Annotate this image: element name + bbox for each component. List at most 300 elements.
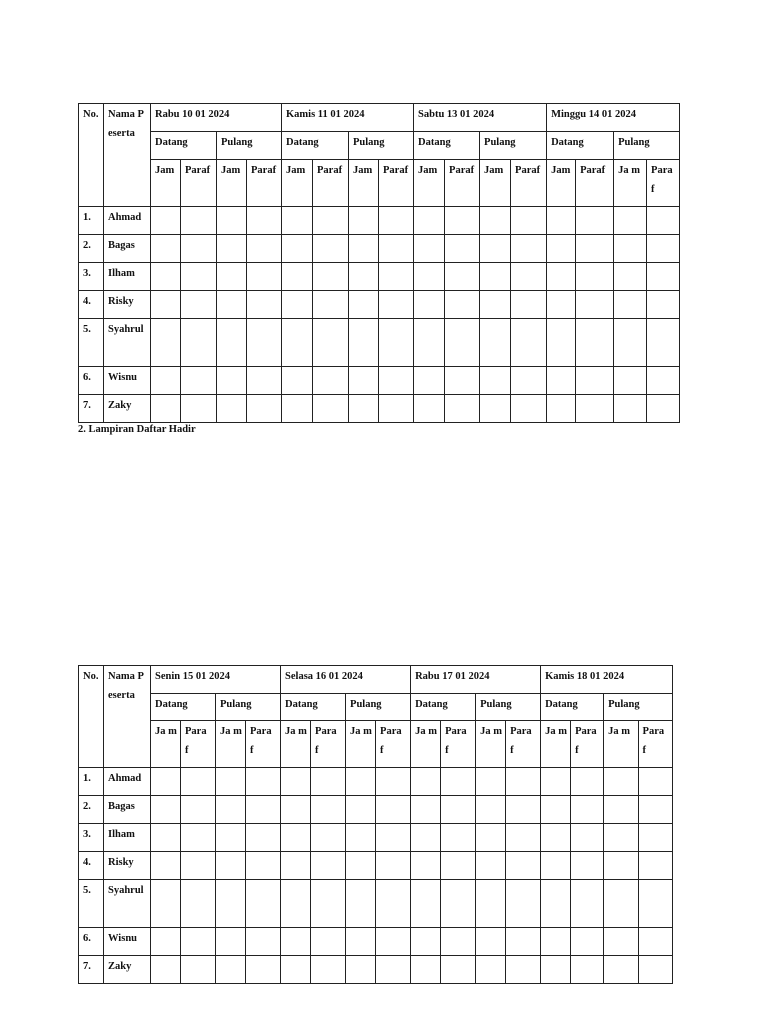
header-paraf: Para f (506, 721, 541, 768)
cell-jam (281, 880, 311, 928)
cell-jam (476, 768, 506, 796)
cell-paraf (181, 824, 216, 852)
participant-name: Ahmad (104, 207, 151, 235)
cell-paraf (181, 768, 216, 796)
cell-jam (349, 207, 379, 235)
cell-jam (151, 880, 181, 928)
cell-jam (217, 319, 247, 367)
header-name: Nama Peserta (104, 666, 151, 768)
row-number: 7. (79, 956, 104, 984)
cell-jam (411, 768, 441, 796)
table-row (79, 367, 680, 395)
cell-jam (480, 367, 511, 395)
attendance-table-1 (78, 103, 680, 423)
cell-jam (547, 319, 576, 367)
cell-jam (411, 824, 441, 852)
participant-name: Bagas (104, 796, 151, 824)
table-row (79, 880, 673, 928)
header-jam: Jam (547, 160, 576, 207)
cell-jam (541, 824, 571, 852)
cell-jam (216, 768, 246, 796)
row-number: 7. (79, 395, 104, 423)
header-jam: Jam (349, 160, 379, 207)
cell-jam (414, 319, 445, 367)
cell-jam (346, 880, 376, 928)
cell-paraf (441, 796, 476, 824)
cell-paraf (246, 852, 281, 880)
cell-paraf (511, 235, 547, 263)
cell-jam (411, 796, 441, 824)
table-row (79, 928, 673, 956)
cell-paraf (247, 235, 282, 263)
cell-paraf (445, 235, 480, 263)
cell-jam (151, 263, 181, 291)
cell-jam (414, 263, 445, 291)
cell-paraf (441, 824, 476, 852)
participant-name: Zaky (104, 956, 151, 984)
cell-jam (476, 852, 506, 880)
header-pulang: Pulang (349, 132, 414, 160)
cell-paraf (511, 395, 547, 423)
header-pulang: Pulang (217, 132, 282, 160)
cell-paraf (181, 395, 217, 423)
table-row (79, 291, 680, 319)
table-row (79, 207, 680, 235)
cell-jam (480, 235, 511, 263)
cell-paraf (247, 319, 282, 367)
cell-paraf (511, 291, 547, 319)
participant-name: Syahrul (104, 319, 151, 367)
cell-paraf (576, 235, 614, 263)
cell-paraf (181, 207, 217, 235)
cell-jam (547, 207, 576, 235)
cell-paraf (181, 235, 217, 263)
cell-jam (414, 235, 445, 263)
cell-jam (217, 395, 247, 423)
header-jam: Ja m (411, 721, 441, 768)
header-pulang: Pulang (614, 132, 680, 160)
cell-paraf (638, 852, 672, 880)
cell-jam (476, 880, 506, 928)
header-row-days (79, 104, 680, 132)
cell-jam (480, 207, 511, 235)
cell-jam (151, 796, 181, 824)
cell-jam (541, 956, 571, 984)
cell-paraf (181, 796, 216, 824)
cell-paraf (181, 291, 217, 319)
cell-paraf (647, 395, 680, 423)
cell-paraf (638, 796, 672, 824)
cell-paraf (313, 319, 349, 367)
cell-jam (604, 768, 638, 796)
cell-paraf (638, 768, 672, 796)
header-jam: Jam (151, 160, 181, 207)
cell-paraf (311, 824, 346, 852)
cell-jam (151, 928, 181, 956)
cell-jam (411, 880, 441, 928)
row-number: 6. (79, 367, 104, 395)
cell-paraf (445, 367, 480, 395)
cell-paraf (379, 319, 414, 367)
cell-jam (547, 263, 576, 291)
cell-paraf (441, 768, 476, 796)
cell-paraf (376, 768, 411, 796)
cell-jam (541, 880, 571, 928)
participant-name: Wisnu (104, 367, 151, 395)
cell-paraf (247, 367, 282, 395)
cell-paraf (576, 319, 614, 367)
header-jam: Ja m (476, 721, 506, 768)
table-row (79, 824, 673, 852)
cell-jam (151, 768, 181, 796)
table-row (79, 235, 680, 263)
table-row (79, 956, 673, 984)
header-row-arrival-departure (79, 694, 673, 721)
cell-jam (346, 796, 376, 824)
cell-jam (217, 235, 247, 263)
cell-jam (614, 367, 647, 395)
cell-paraf (313, 207, 349, 235)
cell-jam (346, 768, 376, 796)
cell-jam (604, 852, 638, 880)
cell-paraf (376, 824, 411, 852)
cell-jam (216, 880, 246, 928)
participant-name: Ilham (104, 263, 151, 291)
cell-paraf (506, 880, 541, 928)
cell-jam (547, 235, 576, 263)
cell-paraf (181, 880, 216, 928)
header-paraf: Paraf (247, 160, 282, 207)
row-number: 2. (79, 235, 104, 263)
cell-jam (281, 956, 311, 984)
cell-jam (151, 956, 181, 984)
header-jam: Jam (414, 160, 445, 207)
cell-paraf (638, 956, 672, 984)
cell-jam (476, 824, 506, 852)
header-jam: Jam (217, 160, 247, 207)
cell-paraf (445, 291, 480, 319)
cell-jam (346, 852, 376, 880)
header-row-time-signature (79, 160, 680, 207)
cell-paraf (376, 880, 411, 928)
cell-paraf (576, 395, 614, 423)
cell-paraf (313, 367, 349, 395)
cell-jam (411, 928, 441, 956)
cell-paraf (246, 880, 281, 928)
cell-jam (151, 824, 181, 852)
cell-paraf (311, 852, 346, 880)
cell-jam (151, 207, 181, 235)
cell-paraf (506, 928, 541, 956)
cell-jam (281, 824, 311, 852)
cell-paraf (647, 263, 680, 291)
cell-paraf (638, 928, 672, 956)
cell-jam (541, 796, 571, 824)
cell-jam (480, 319, 511, 367)
cell-jam (217, 263, 247, 291)
header-paraf: Paraf (181, 160, 217, 207)
cell-paraf (246, 956, 281, 984)
table-row (79, 796, 673, 824)
header-paraf: Para f (181, 721, 216, 768)
cell-paraf (311, 956, 346, 984)
cell-paraf (506, 956, 541, 984)
cell-paraf (441, 852, 476, 880)
header-paraf: Para f (638, 721, 672, 768)
cell-jam (411, 956, 441, 984)
row-number: 1. (79, 768, 104, 796)
header-paraf: Para f (246, 721, 281, 768)
header-datang: Datang (541, 694, 604, 721)
cell-jam (614, 395, 647, 423)
cell-paraf (511, 263, 547, 291)
header-paraf: Para f (311, 721, 346, 768)
cell-jam (614, 263, 647, 291)
header-row-arrival-departure (79, 132, 680, 160)
cell-paraf (441, 880, 476, 928)
cell-jam (604, 796, 638, 824)
header-jam: Ja m (281, 721, 311, 768)
cell-paraf (571, 768, 604, 796)
cell-jam (349, 263, 379, 291)
header-day: Sabtu 13 01 2024 (414, 104, 547, 132)
cell-paraf (246, 768, 281, 796)
cell-jam (282, 319, 313, 367)
cell-jam (349, 367, 379, 395)
cell-jam (604, 824, 638, 852)
cell-paraf (511, 319, 547, 367)
header-paraf: Paraf (576, 160, 614, 207)
cell-paraf (571, 824, 604, 852)
participant-name: Bagas (104, 235, 151, 263)
cell-paraf (576, 367, 614, 395)
participant-name: Ilham (104, 824, 151, 852)
cell-jam (151, 291, 181, 319)
header-pulang: Pulang (604, 694, 673, 721)
header-datang: Datang (151, 694, 216, 721)
header-no: No. (79, 666, 104, 768)
table-row (79, 263, 680, 291)
cell-jam (151, 235, 181, 263)
attendance-table-2 (78, 665, 673, 984)
cell-jam (282, 367, 313, 395)
cell-paraf (379, 263, 414, 291)
header-name: Nama Peserta (104, 104, 151, 207)
row-number: 5. (79, 880, 104, 928)
cell-jam (414, 367, 445, 395)
header-datang: Datang (414, 132, 480, 160)
header-jam: Ja m (151, 721, 181, 768)
header-day: Kamis 11 01 2024 (282, 104, 414, 132)
cell-jam (151, 395, 181, 423)
cell-paraf (376, 852, 411, 880)
header-paraf: Para f (376, 721, 411, 768)
cell-paraf (247, 291, 282, 319)
cell-paraf (246, 824, 281, 852)
cell-jam (216, 852, 246, 880)
cell-paraf (506, 824, 541, 852)
cell-jam (217, 291, 247, 319)
cell-paraf (246, 796, 281, 824)
cell-jam (604, 880, 638, 928)
header-jam: Ja m (541, 721, 571, 768)
header-day: Kamis 18 01 2024 (541, 666, 673, 694)
cell-paraf (506, 796, 541, 824)
cell-jam (217, 367, 247, 395)
cell-paraf (247, 395, 282, 423)
header-datang: Datang (151, 132, 217, 160)
cell-jam (476, 928, 506, 956)
cell-paraf (647, 235, 680, 263)
cell-paraf (181, 928, 216, 956)
cell-jam (281, 768, 311, 796)
cell-paraf (441, 928, 476, 956)
header-day: Rabu 17 01 2024 (411, 666, 541, 694)
cell-jam (151, 367, 181, 395)
cell-paraf (647, 291, 680, 319)
participant-name: Ahmad (104, 768, 151, 796)
cell-jam (151, 852, 181, 880)
cell-paraf (441, 956, 476, 984)
cell-paraf (506, 768, 541, 796)
table-row (79, 768, 673, 796)
cell-paraf (313, 291, 349, 319)
cell-paraf (571, 796, 604, 824)
cell-paraf (445, 319, 480, 367)
cell-paraf (379, 367, 414, 395)
header-datang: Datang (281, 694, 346, 721)
cell-paraf (247, 207, 282, 235)
header-jam: Ja m (216, 721, 246, 768)
cell-paraf (311, 880, 346, 928)
participant-name: Zaky (104, 395, 151, 423)
header-day: Senin 15 01 2024 (151, 666, 281, 694)
cell-jam (346, 956, 376, 984)
cell-jam (614, 319, 647, 367)
cell-paraf (647, 319, 680, 367)
cell-jam (614, 291, 647, 319)
cell-paraf (181, 319, 217, 367)
cell-jam (217, 207, 247, 235)
table-row (79, 319, 680, 367)
header-pulang: Pulang (216, 694, 281, 721)
cell-jam (151, 319, 181, 367)
cell-paraf (181, 367, 217, 395)
cell-paraf (376, 956, 411, 984)
cell-paraf (445, 395, 480, 423)
cell-paraf (313, 263, 349, 291)
cell-jam (480, 263, 511, 291)
cell-paraf (379, 207, 414, 235)
row-number: 6. (79, 928, 104, 956)
header-jam: Ja m (604, 721, 638, 768)
cell-jam (411, 852, 441, 880)
cell-paraf (445, 263, 480, 291)
cell-jam (414, 395, 445, 423)
cell-paraf (313, 235, 349, 263)
row-number: 4. (79, 291, 104, 319)
cell-jam (349, 291, 379, 319)
cell-paraf (638, 880, 672, 928)
cell-jam (216, 824, 246, 852)
cell-jam (547, 367, 576, 395)
cell-paraf (379, 395, 414, 423)
cell-paraf (576, 207, 614, 235)
header-jam: Jam (480, 160, 511, 207)
cell-jam (547, 395, 576, 423)
cell-paraf (511, 367, 547, 395)
cell-paraf (638, 824, 672, 852)
cell-paraf (247, 263, 282, 291)
cell-paraf (311, 928, 346, 956)
header-paraf: Paraf (379, 160, 414, 207)
cell-paraf (511, 207, 547, 235)
cell-jam (414, 207, 445, 235)
header-pulang: Pulang (476, 694, 541, 721)
header-paraf: Para f (571, 721, 604, 768)
cell-jam (216, 796, 246, 824)
header-jam: Jam (282, 160, 313, 207)
cell-jam (282, 291, 313, 319)
header-day: Selasa 16 01 2024 (281, 666, 411, 694)
header-row-time-signature (79, 721, 673, 768)
cell-paraf (576, 291, 614, 319)
cell-jam (282, 395, 313, 423)
cell-paraf (571, 928, 604, 956)
header-jam: Ja m (614, 160, 647, 207)
cell-jam (547, 291, 576, 319)
cell-paraf (571, 880, 604, 928)
cell-paraf (311, 768, 346, 796)
cell-paraf (181, 263, 217, 291)
cell-paraf (647, 207, 680, 235)
cell-paraf (181, 852, 216, 880)
cell-jam (282, 207, 313, 235)
participant-name: Syahrul (104, 880, 151, 928)
cell-paraf (376, 796, 411, 824)
header-paraf: Paraf (313, 160, 349, 207)
cell-jam (604, 956, 638, 984)
header-datang: Datang (547, 132, 614, 160)
cell-jam (346, 824, 376, 852)
cell-jam (614, 235, 647, 263)
cell-jam (282, 235, 313, 263)
header-datang: Datang (411, 694, 476, 721)
cell-paraf (571, 956, 604, 984)
cell-jam (349, 235, 379, 263)
row-number: 5. (79, 319, 104, 367)
header-day: Minggu 14 01 2024 (547, 104, 680, 132)
header-paraf: Paraf (511, 160, 547, 207)
header-paraf: Para f (441, 721, 476, 768)
cell-jam (614, 207, 647, 235)
cell-jam (282, 263, 313, 291)
cell-jam (480, 291, 511, 319)
cell-paraf (246, 928, 281, 956)
cell-jam (281, 852, 311, 880)
cell-jam (541, 768, 571, 796)
row-number: 3. (79, 263, 104, 291)
section-caption: 2. Lampiran Daftar Hadir (78, 424, 196, 435)
participant-name: Risky (104, 291, 151, 319)
header-day: Rabu 10 01 2024 (151, 104, 282, 132)
cell-paraf (379, 235, 414, 263)
participant-name: Risky (104, 852, 151, 880)
cell-paraf (311, 796, 346, 824)
participant-name: Wisnu (104, 928, 151, 956)
cell-jam (216, 928, 246, 956)
cell-jam (604, 928, 638, 956)
